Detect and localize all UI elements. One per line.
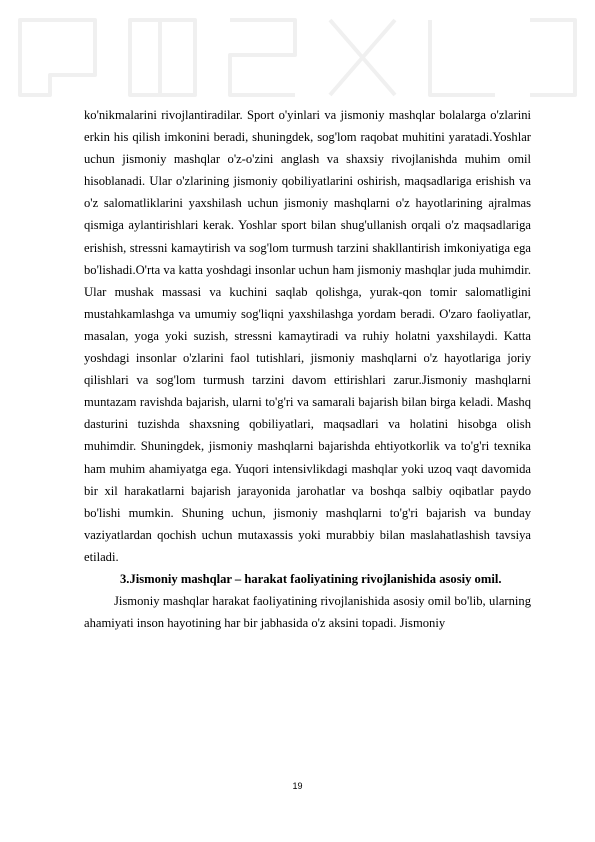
paragraph-2: Jismoniy mashqlar harakat faoliyatining rivojlanishida asosiy omil bo'lib, ularning ahamiyati inson hayotining har bir jabhasida o'z aksini topadi. Jismoniy — [84, 594, 531, 631]
page-number: 19 — [292, 781, 303, 791]
section-heading: 3.Jismoniy mashqlar – harakat faoliyatining rivojlanishida asosiy omil. — [120, 571, 502, 586]
paragraph-1: ko'nikmalarini rivojlantiradilar. Sport o'yinlari va jismoniy mashqlar bolalarga o'zlarini erkin his qilish imkonini beradi, shuningdek, sog'lom raqobat muhitini yaratadi.Yoshlar uchun jismoniy mashqlar o'z-o'zini anglash va shaxsiy rivojlanishda muhim omil hisoblanadi. Ular o'zlarining jismoniy qobiliyatlarini oshirish, maqsadlariga erishish va o'z salomatliklarini yaxshilash uchun jismoniy mashqlarni o'z hayotlarining ajralmas qismiga aylantirishlari kerak. Yoshlar sport bilan shug'ullanish orqali o'z maqsadlariga erishish, stressni kamaytirish va sog'lom turmush tarzini shakllantirish imkoniyatiga ega bo'lishadi.O'rta va katta yoshdagi insonlar uchun ham jismoniy mashqlar juda muhimdir. Ular mushak massasi va kuchini saqlab qolishga, yurak-qon tomir salomatligini mustahkamlashga va umumiy sog'liqni yaxshilashga yordam beradi. O'zaro faoliyatlar, masalan, yoga yoki suzish, stressni kamaytiradi va ruhiy holatni yaxshilaydi. Katta yoshdagi insonlar o'zlarini faol tutishlari, jismoniy mashqlarni o'z hayotlariga joriy qilishlari va sog'lom turmush tarzini davom ettirishlari zarur.Jismoniy mashqlarni muntazam ravishda bajarish, ularni to'g'ri va samarali bajarish bilan birga keladi. Mashq dasturini tuzishda shaxsning qobiliyatlari, maqsadlari va holatini hisobga olish muhimdir. Shuningdek, jismoniy mashqlarni bajarishda ehtiyotkorlik va to'g'ri texnika ham muhim ahamiyatga ega. Yuqori intensivlikdagi mashqlar yoki uzoq vaqt davomida bir xil harakatlarni bajarish jarayonida jarohatlar va boshqa salbiy oqibatlar paydo bo'lishi mumkin. Shuning uchun, jismoniy mashqlarni to'g'ri bajarish va bunday vaziyatlardan qochish uchun mutaxassis yoki murabbiy bilan maslahatlashish tavsiya etiladi. — [84, 108, 531, 564]
body-text — [84, 104, 531, 634]
